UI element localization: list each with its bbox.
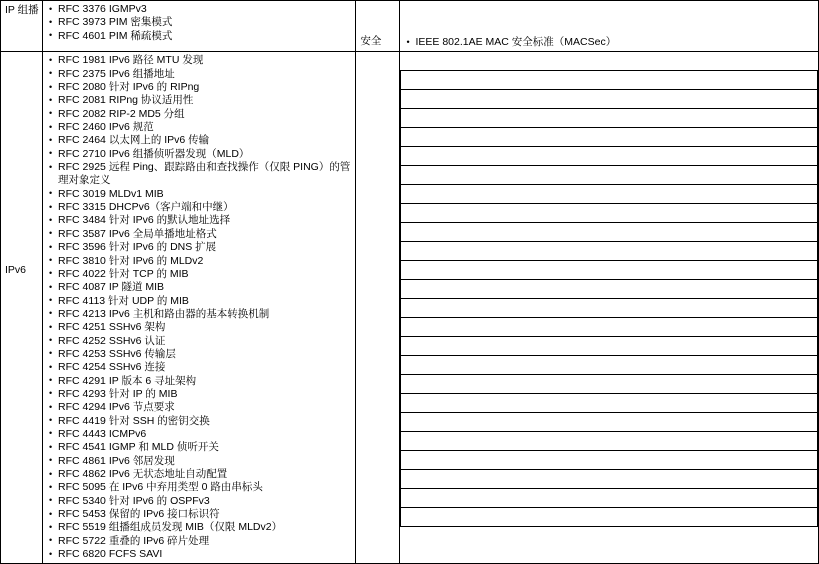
- list-item: • RFC 2375 IPv6 组播地址: [49, 68, 353, 81]
- empty-row: [401, 356, 818, 375]
- list-item: • RFC 4291 IP 版本 6 寻址架构: [49, 375, 353, 388]
- list-item: • RFC 1981 IPv6 路径 MTU 发现: [49, 54, 353, 67]
- row-0-category-right: [356, 1, 400, 52]
- list-item: • RFC 4087 IP 隧道 MIB: [49, 281, 353, 294]
- empty-subrows: [400, 52, 818, 527]
- list-item: • RFC 3587 IPv6 全局单播地址格式: [49, 228, 353, 241]
- empty-row: [401, 470, 818, 489]
- list-item: • RFC 4862 IPv6 无状态地址自动配置: [49, 468, 353, 481]
- list-item: • RFC 4251 SSHv6 架构: [49, 321, 353, 334]
- empty-row: [401, 508, 818, 527]
- list-item: • RFC 4213 IPv6 主机和路由器的基本转换机制: [49, 308, 353, 321]
- list-item: • RFC 2082 RIP-2 MD5 分组: [49, 108, 353, 121]
- list-item: • RFC 4541 IGMP 和 MLD 侦听开关: [49, 441, 353, 454]
- list-item: • RFC 5095 在 IPv6 中弃用类型 0 路由串标头: [49, 481, 353, 494]
- list-item: • RFC 2080 针对 IPv6 的 RIPng: [49, 81, 353, 94]
- empty-row: [401, 128, 818, 147]
- list-item: • RFC 3596 针对 IPv6 的 DNS 扩展: [49, 241, 353, 254]
- empty-row: [401, 223, 818, 242]
- list-item: • RFC 5340 针对 IPv6 的 OSPFv3: [49, 495, 353, 508]
- empty-row: [401, 432, 818, 451]
- empty-row: [401, 280, 818, 299]
- row-0-items-left: [43, 1, 356, 52]
- list-item: • RFC 3484 针对 IPv6 的默认地址选择: [49, 214, 353, 227]
- empty-row: [401, 109, 818, 128]
- empty-row: [401, 318, 818, 337]
- list-item: • RFC 4601 PIM 稀疏模式: [49, 30, 353, 43]
- empty-row: [401, 242, 818, 261]
- list-item: • RFC 4022 针对 TCP 的 MIB: [49, 268, 353, 281]
- list-item: • RFC 5519 组播组成员发现 MIB（仅限 MLDv2）: [49, 521, 353, 534]
- empty-row: [401, 90, 818, 109]
- table-row: [1, 1, 819, 52]
- empty-row: [401, 204, 818, 223]
- list-item: • RFC 4254 SSHv6 连接: [49, 361, 353, 374]
- empty-row: [401, 147, 818, 166]
- empty-row: [401, 299, 818, 318]
- empty-row: [401, 375, 818, 394]
- list-item: • RFC 5453 保留的 IPv6 接口标识符: [49, 508, 353, 521]
- empty-row: [401, 52, 818, 71]
- list-item: • IEEE 802.1AE MAC 安全标准（MACSec）: [406, 36, 816, 49]
- list-item: • RFC 2464 以太网上的 IPv6 传输: [49, 134, 353, 147]
- row-1-items-left: [43, 52, 356, 564]
- list-item: • RFC 4294 IPv6 节点要求: [49, 401, 353, 414]
- empty-row: [401, 261, 818, 280]
- list-item: • RFC 2925 远程 Ping、跟踪路由和查找操作（仅限 PING）的管理对象定义: [49, 161, 353, 188]
- empty-row: [401, 413, 818, 432]
- list-item: • RFC 4419 针对 SSH 的密钥交换: [49, 415, 353, 428]
- row-1-category-left: [1, 52, 43, 564]
- row-1-items-right: [400, 52, 819, 564]
- rfc-list: [43, 52, 355, 563]
- category-label: IP 组播: [5, 4, 39, 16]
- list-item: • RFC 2460 IPv6 规范: [49, 121, 353, 134]
- empty-row: [401, 71, 818, 90]
- empty-row: [401, 451, 818, 470]
- list-item: • RFC 6820 FCFS SAVI: [49, 548, 353, 561]
- list-item: • RFC 3376 IGMPv3: [49, 3, 353, 16]
- list-item: • RFC 2710 IPv6 组播侦听器发现（MLD）: [49, 148, 353, 161]
- row-0-items-right: [400, 1, 819, 52]
- table-row: [1, 52, 819, 564]
- empty-row: [401, 337, 818, 356]
- empty-row: [401, 166, 818, 185]
- table-body: [1, 1, 819, 564]
- list-item: • RFC 2081 RIPng 协议适用性: [49, 94, 353, 107]
- list-item: • RFC 3810 针对 IPv6 的 MLDv2: [49, 255, 353, 268]
- list-item: • RFC 4252 SSHv6 认证: [49, 335, 353, 348]
- empty-row: [401, 185, 818, 204]
- list-item: • RFC 4443 ICMPv6: [49, 428, 353, 441]
- list-item: • RFC 3019 MLDv1 MIB: [49, 188, 353, 201]
- list-item: • RFC 4293 针对 IP 的 MIB: [49, 388, 353, 401]
- list-item: • RFC 3973 PIM 密集模式: [49, 16, 353, 29]
- empty-row: [401, 489, 818, 508]
- list-item: • RFC 4861 IPv6 邻居发现: [49, 455, 353, 468]
- empty-row: [401, 394, 818, 413]
- rfc-list-right: [400, 1, 818, 51]
- category-label-right: 安全: [360, 35, 382, 47]
- row-1-category-right: [356, 52, 400, 564]
- list-item: • RFC 4113 针对 UDP 的 MIB: [49, 295, 353, 308]
- row-0-category-left: [1, 1, 43, 52]
- list-item: • RFC 3315 DHCPv6（客户端和中继）: [49, 201, 353, 214]
- list-item: • RFC 5722 重叠的 IPv6 碎片处理: [49, 535, 353, 548]
- category-label: IPv6: [5, 264, 27, 277]
- rfc-list: [43, 1, 355, 45]
- list-item: • RFC 4253 SSHv6 传输层: [49, 348, 353, 361]
